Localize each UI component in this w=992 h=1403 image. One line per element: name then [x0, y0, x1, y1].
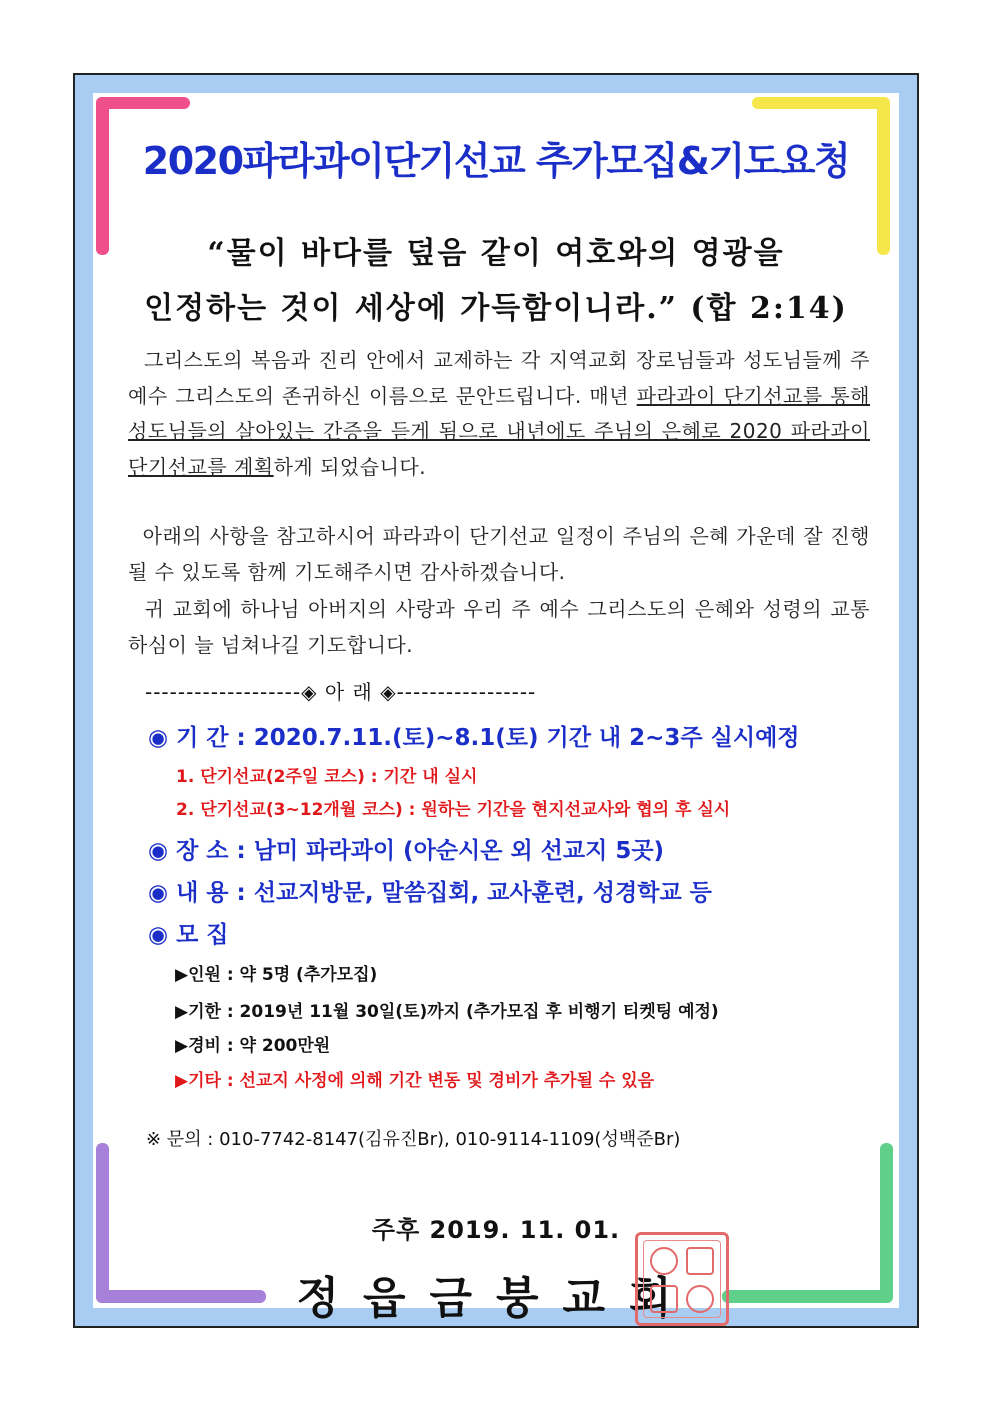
intro-paragraph-3 [128, 592, 870, 663]
recruit-deadline: ▶기한 : 2019년 11월 30일(토)까지 (추가모집 후 비행기 티켓팅 예정) [175, 1002, 719, 1022]
intro-paragraph-2 [128, 519, 870, 590]
period-option-2: 2. 단기선교(3~12개월 코스) : 원하는 기간을 현지선교사와 협의 후 실시 [176, 800, 731, 820]
intro-paragraph-3-text: 귀 교회에 하나님 아버지의 사랑과 우리 주 예수 그리스도의 은혜와 성령의 교통하심이 늘 넘쳐나길 기도합니다. [128, 597, 870, 657]
period-heading: ◉ 기 간 : 2020.7.11.(토)~8.1(토) 기간 내 2~3주 실시예정 [148, 725, 800, 751]
place-heading: ◉ 장 소 : 남미 파라과이 (아순시온 외 선교지 5곳) [148, 838, 665, 864]
document-date: 주후 2019. 11. 01. [371, 1216, 621, 1244]
church-seal-stamp [635, 1232, 729, 1326]
content-heading: ◉ 내 용 : 선교지방문, 말씀집회, 교사훈련, 성경학교 등 [148, 880, 712, 906]
recruit-etc: ▶기타 : 선교지 사정에 의해 기간 변동 및 경비가 추가될 수 있음 [175, 1071, 655, 1091]
recruit-heading: ◉ 모 집 [148, 922, 229, 948]
page-title: 2020파라과이단기선교 추가모집&기도요청 [142, 139, 850, 183]
intro-paragraph-2-text: 아래의 사항을 참고하시어 파라과이 단기선교 일정이 주님의 은혜 가운데 잘 진행될 수 있도록 함께 기도해주시면 감사하겠습니다. [128, 524, 870, 584]
period-option-1: 1. 단기선교(2주일 코스) : 기간 내 실시 [176, 767, 478, 787]
intro-text-b: 하게 되었습니다. [273, 454, 427, 479]
church-name: 정읍금붕교회 [296, 1273, 696, 1324]
recruit-people: ▶인원 : 약 5명 (추가모집) [175, 965, 378, 985]
seal-glyph [686, 1247, 714, 1275]
corner-accent-top-right [752, 97, 890, 109]
seal-glyph [650, 1247, 678, 1275]
contact-info: ※ 문의 : 010-7742-8147(김유진Br), 010-9114-1109(성백준Br) [146, 1129, 681, 1150]
verse-line-1: “물이 바다를 덮음 같이 여호와의 영광을 [207, 236, 785, 271]
section-divider: -------------------◈ 아 래 ◈----------------- [145, 680, 537, 704]
intro-text-underlined: 파라과이 단기선교를 통해 성도님들의 살아있는 간증을 듣게 됨으로 내년에도 주님의 은혜로 2020 파라과이 단기선교를 계획 [128, 383, 870, 479]
seal-glyph [686, 1285, 714, 1313]
corner-accent-top-left [96, 97, 190, 109]
intro-paragraph-1 [128, 343, 870, 485]
recruit-cost: ▶경비 : 약 200만원 [175, 1036, 331, 1056]
seal-glyph [650, 1285, 678, 1313]
intro-text-a: 그리스도의 복음과 진리 안에서 교제하는 각 지역교회 장로님들과 성도님들께 주 예수 그리스도의 존귀하신 이름으로 문안드립니다. 매년 [128, 348, 871, 408]
verse-line-2: 인정하는 것이 세상에 가득함이니라.” (합 2:14) [144, 291, 848, 326]
